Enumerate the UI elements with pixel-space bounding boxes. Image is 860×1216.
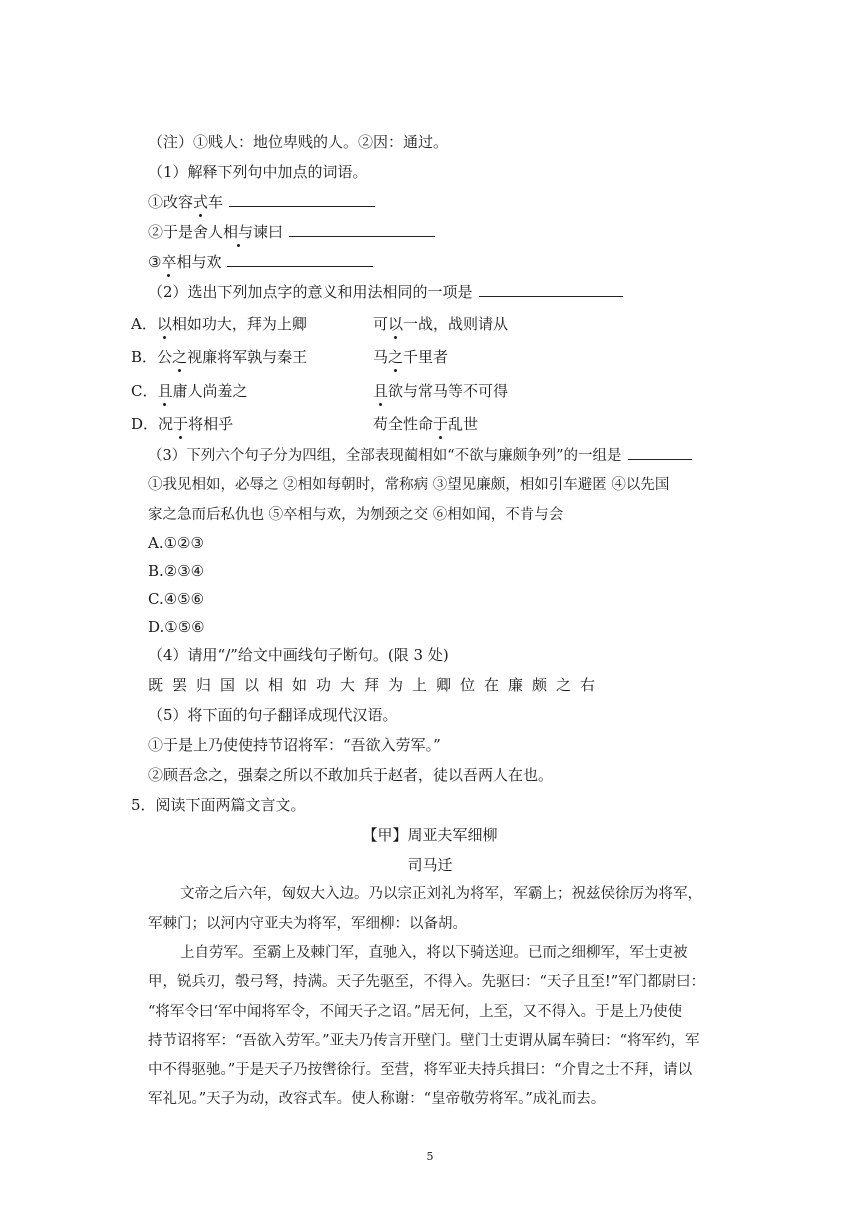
q3-choice-b: B.②③④	[148, 562, 205, 580]
q3-choice-a: A.①②③	[148, 534, 204, 552]
q5-sentence-1: ①于是上乃使使持节诏将军：“吾欲入劳军。”	[148, 736, 441, 754]
q2-option-c: C．且庸人尚羞之	[131, 382, 248, 400]
q4-title: （4）请用“/”给文中画线句子断句。(限 3 处)	[148, 646, 449, 664]
problem-5-intro: 5．阅读下面两篇文言文。	[131, 796, 306, 814]
q3-choice-c: C.④⑤⑥	[148, 590, 205, 608]
passage-author: 司马迁	[407, 856, 453, 874]
answer-blank[interactable]	[479, 282, 623, 297]
passage-line-3: 上自劳军。至霸上及棘门军，直驰入，将以下骑送迎。已而之细柳军，军士吏被	[180, 945, 688, 961]
q3-sentences-line-2: 家之急而后私仇也 ⑤卒相与欢，为刎颈之交 ⑥相如闻，不肯与会	[148, 507, 564, 523]
passage-line-8: 军礼见。”天子为动，改容式车。使人称谢：“皇帝敬劳将军。”成礼而去。	[148, 1091, 606, 1107]
passage-line-1: 文帝之后六年，匈奴大入边。乃以宗正刘礼为将军，军霸上；祝兹侯徐厉为将军，	[180, 886, 702, 902]
q2-option-d: D．况于将相乎	[131, 415, 234, 433]
answer-blank[interactable]	[289, 222, 435, 237]
q2-option-b-compare: 马之千里者	[373, 348, 449, 366]
q2-option-b: B．公之视廉将军孰与秦王	[131, 348, 308, 366]
passage-line-5: “将军令曰‘军中闻将军令，不闻天子之诏。”居无何，上至，又不得入。于是上乃使使	[148, 1004, 683, 1020]
q2-option-a-compare: 可以一战，战则请从	[373, 315, 509, 333]
q2-option-d-compare: 苟全性命于乱世	[373, 415, 479, 433]
page-number: 5	[426, 1150, 434, 1163]
q1-title: （1）解释下列句中加点的词语。	[148, 163, 368, 181]
passage-title: 【甲】周亚夫军细柳	[362, 826, 498, 844]
q1-item-1: ①改容式车	[148, 192, 375, 212]
passage-line-6: 持节诏将军：“吾欲入劳军。”亚夫乃传言开壁门。壁门士吏谓从属车骑曰：“将军约，军	[148, 1033, 700, 1049]
q3-sentences-line-1: ①我见相如，必辱之 ②相如每朝时，常称病 ③望见廉颇，相如引车避匿 ④以先国	[148, 477, 670, 493]
passage-line-7: 中不得驱驰。”于是天子乃按辔徐行。至营，将军亚夫持兵揖曰：“介胄之士不拜，请以	[148, 1062, 693, 1078]
q5-title: （5）将下面的句子翻译成现代汉语。	[148, 706, 398, 724]
q2-option-c-compare: 且欲与常马等不可得	[373, 382, 509, 400]
q3-title: （3）下列六个句子分为四组，全部表现蔺相如“不欲与廉颇争列”的一组是	[148, 445, 692, 466]
answer-blank[interactable]	[227, 252, 373, 267]
annotation-note: （注）①贱人：地位卑贱的人。②因：通过。	[148, 133, 449, 151]
q4-text: 既罢归国以相如功大拜为上卿位在廉颇之右	[148, 676, 605, 694]
q2-title: （2）选出下列加点字的意义和用法相同的一项是	[148, 282, 623, 302]
q1-item-3: ③卒相与欢	[148, 252, 373, 272]
q5-sentence-2: ②顾吾念之，强秦之所以不敢加兵于赵者，徒以吾两人在也。	[148, 766, 554, 784]
answer-blank[interactable]	[229, 192, 375, 207]
passage-line-2: 军棘门；以河内守亚夫为将军，军细柳：以备胡。	[148, 916, 467, 932]
q2-option-a: A．以相如功大，拜为上卿	[131, 315, 307, 333]
answer-blank[interactable]	[628, 445, 692, 460]
q3-choice-d: D.①⑤⑥	[148, 618, 205, 636]
passage-line-4: 甲，锐兵刃，彀弓弩，持满。天子先驱至，不得入。先驱曰：“天子且至!”军门都尉曰：	[148, 974, 706, 990]
q1-item-2: ②于是舍人相与谏曰	[148, 222, 435, 242]
